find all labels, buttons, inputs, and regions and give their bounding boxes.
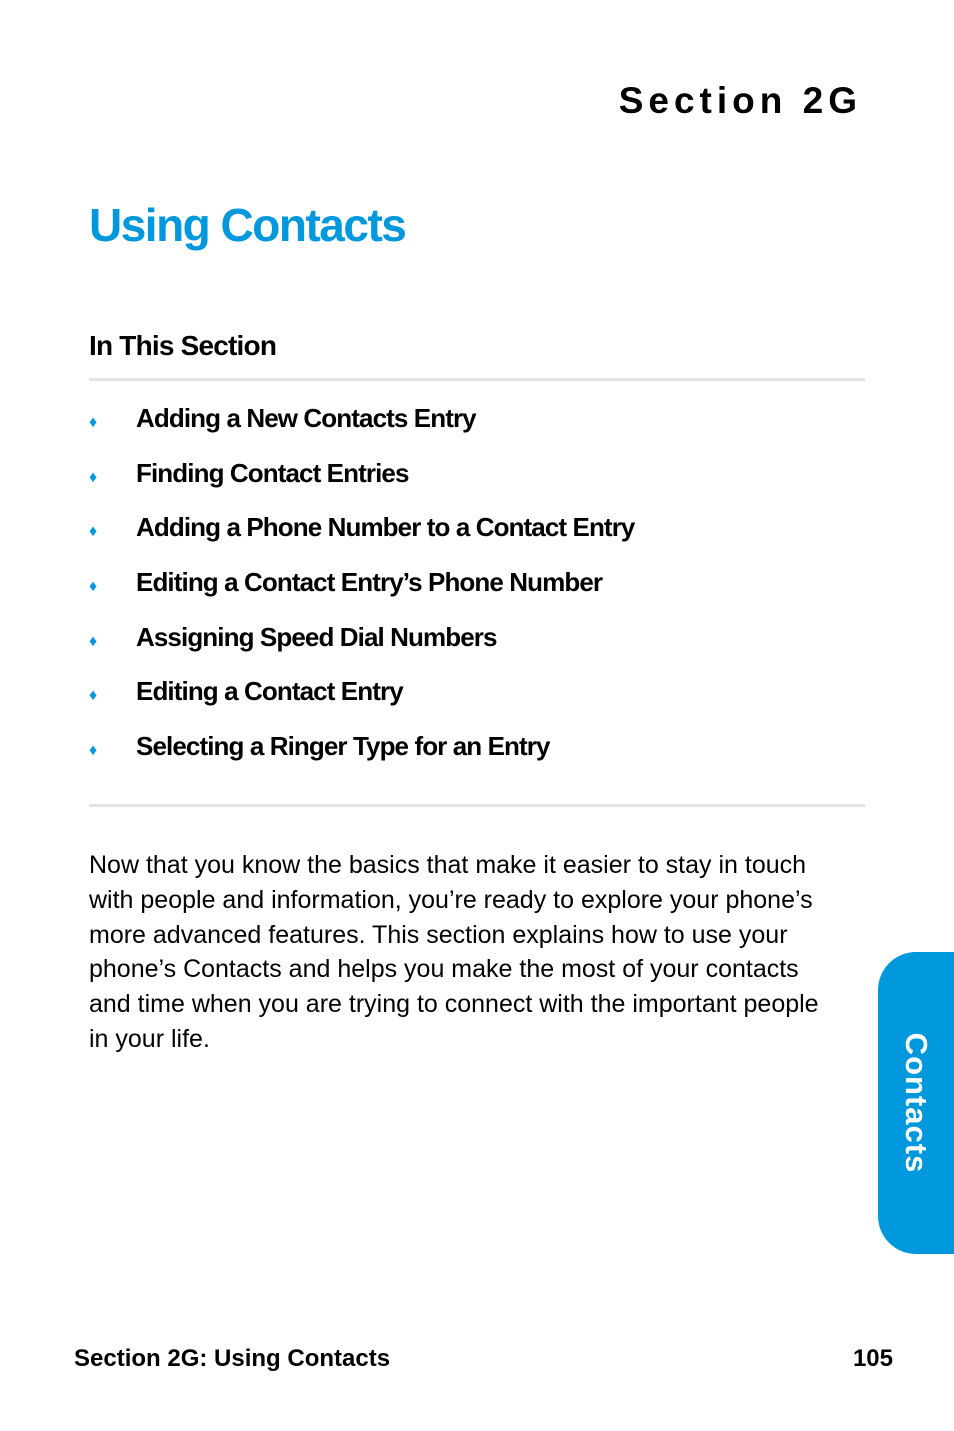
list-item[interactable] [89,404,865,459]
list-item[interactable] [89,623,865,678]
contacts-side-tab[interactable] [878,952,954,1254]
list-item[interactable] [89,568,865,623]
topic-link[interactable]: Adding a New Contacts Entry [136,403,476,433]
diamond-bullet-icon: ♦ [89,742,98,760]
side-tab-label: Contacts [899,1032,934,1174]
diamond-bullet-icon: ♦ [89,468,98,486]
diamond-bullet-icon: ♦ [89,687,98,705]
page-title: Using Contacts [89,199,406,251]
section-rule-bottom [89,804,865,807]
diamond-bullet-icon: ♦ [89,632,98,650]
topic-link[interactable]: Finding Contact Entries [136,457,409,488]
intro-paragraph: Now that you know the basics that make it easier to stay in touch with people and information, you’re ready to explore your phone’s more advanced features. This section explains how to use your phone’s Contacts and helps you make the most of your contacts and time when you are trying to connect with the important people in your life. [89,851,819,1053]
topic-link[interactable]: Selecting a Ringer Type for an Entry [136,731,550,762]
topic-link[interactable]: Adding a Phone Number to a Contact Entry [136,512,635,543]
topic-link[interactable]: Editing a Contact Entry’s Phone Number [136,567,603,598]
list-item[interactable] [89,732,865,787]
section-topics-list [89,404,865,787]
list-item[interactable] [89,459,865,514]
topic-link[interactable]: Assigning Speed Dial Numbers [136,621,497,652]
list-item[interactable] [89,513,865,568]
in-this-section-heading: In This Section [89,330,277,361]
section-rule-top [89,378,865,381]
topic-link[interactable]: Editing a Contact Entry [136,676,403,707]
page-number: 105 [852,1345,893,1372]
diamond-bullet-icon: ♦ [89,414,98,431]
list-item[interactable] [89,677,865,732]
diamond-bullet-icon: ♦ [89,578,98,596]
section-label: Section 2G [618,80,862,121]
footer-section-title: Section 2G: Using Contacts [74,1345,391,1372]
diamond-bullet-icon: ♦ [89,523,98,541]
